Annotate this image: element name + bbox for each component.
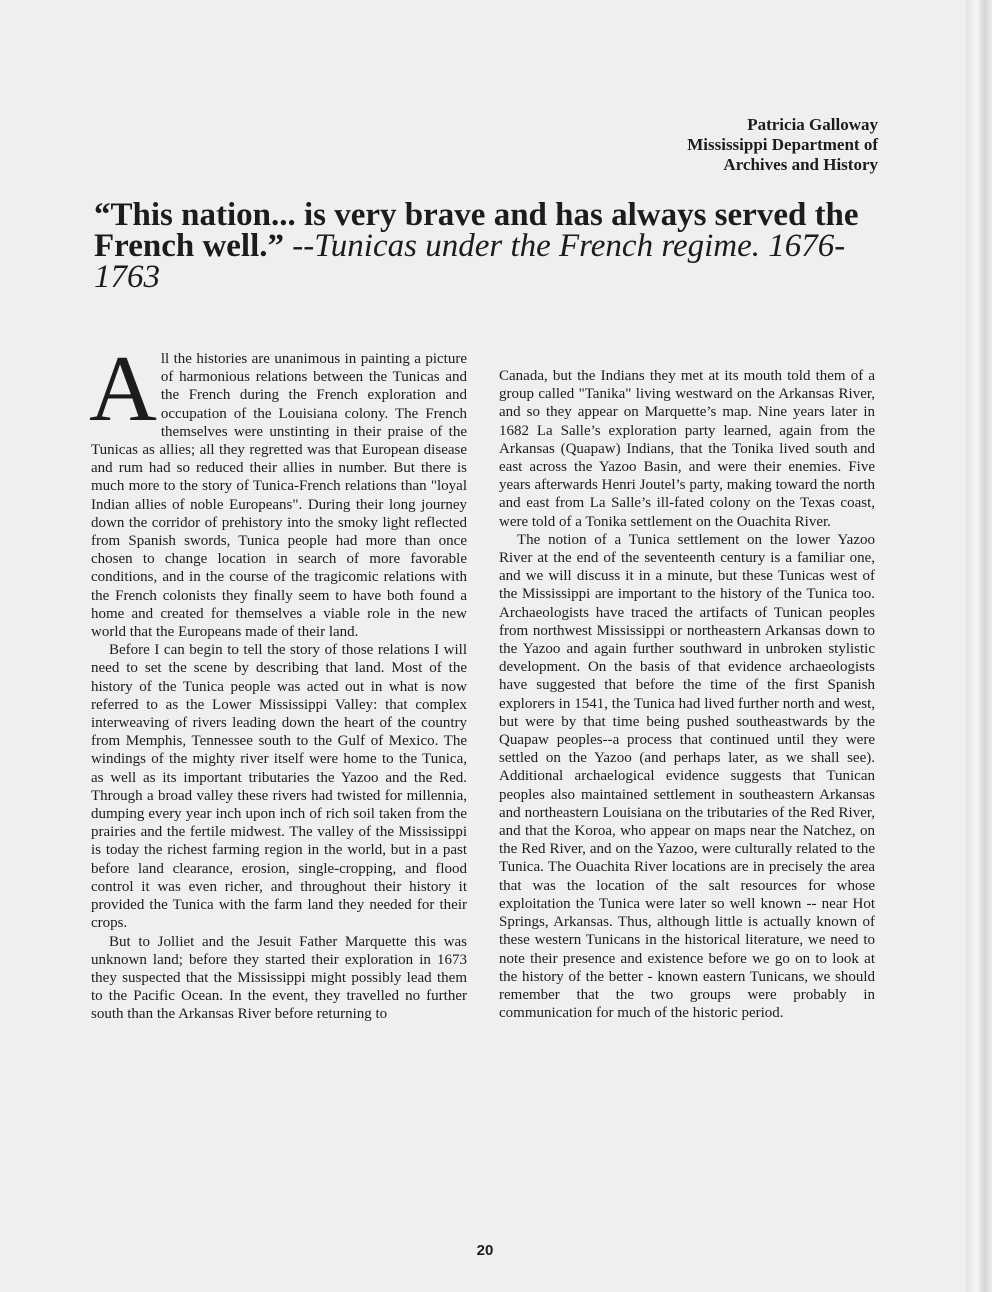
page-edge — [966, 0, 992, 1292]
paragraph-3: But to Jolliet and the Jesuit Father Marquette this was unknown land; before they started their exploration in 1673 they suspected that the Mississippi might possibly lead them to the Pacific Ocean. In the event, they travelled no further south than the Arkansas River before returning to — [91, 933, 467, 1023]
title-quote: “This nation... is very brave and has always served the French well.” — [94, 197, 859, 264]
right-column — [499, 367, 875, 1022]
author-name: Patricia Galloway — [747, 115, 878, 134]
author-block — [687, 115, 878, 175]
paragraph-1 — [89, 337, 467, 641]
title-subtitle: --Tunicas under the French regime. 1676-1763 — [94, 228, 846, 295]
left-column — [89, 337, 467, 1024]
drop-cap: A — [89, 337, 157, 441]
paragraph-2: Before I can begin to tell the story of those relations I will need to set the scene by describing that land. Most of the history of the Tunica people was acted out in what is now referred to as the Lower Mississippi Valley: that complex interweaving of rivers leading down the heart of the country from Memphis, Tennessee south to the Gulf of Mexico. The windings of the mighty river itself were home to the Tunica, as well as its important tributaries the Yazoo and the Red. Through a broad valley these rivers had twisted for millennia, dumping every year inch upon inch of rich soil taken from the prairies and the fertile midwest. The valley of the Mississippi is today the richest farming region in the world, but in a past before land clearance, erosion, single-cropping, and flood control it was even richer, and throughout their history it provided the Tunica with the farm land they needed for their crops. — [91, 642, 467, 932]
article-title — [94, 197, 874, 295]
page-number: 20 — [476, 1242, 494, 1259]
author-org-line1: Mississippi Department of — [687, 135, 878, 154]
paragraph-5: The notion of a Tunica settlement on the lower Yazoo River at the end of the seventeenth century is a familiar one, and we will discuss it in a minute, but these Tunicas west of the Mississippi are important to the history of the Tunica too. Archaeologists have traced the artifacts of Tunican peoples from northwest Mississippi or northeastern Arkansas down to the Yazoo and again further southward in unbroken stylistic development. On the basis of that evidence archaeologists have suggested that before the time of the first Spanish explorers in 1541, the Tunica had lived further north and west, but were by that time being pushed southeastwards by the Quapaw peoples--a process that continued until they were settled on the Yazoo (and perhaps later, as we shall see). Additional archaelogical evidence suggests that Tunican peoples also maintained settlement in southeastern Arkansas and northeastern Louisiana on the tributaries of the Red River, and that the Koroa, who appear on maps near the Natchez, on the Red River, and on the Yazoo, were culturally related to the Tunica. The Ouachita River locations are in precisely the area that was the location of the salt resources for whose exploitation the Tunica were later so well known -- near Hot Springs, Arkansas. Thus, although little is actually known of these western Tunicans in the historical literature, we need to note their presence and existence before we go on to look at the history of the better - known eastern Tunicans, we should remember that the two groups were probably in communication for much of the historic period. — [499, 531, 875, 1022]
author-org-line2: Archives and History — [723, 155, 878, 174]
paragraph-4: Canada, but the Indians they met at its mouth told them of a group called "Tanika" living westward on the Arkansas River, and so they appear on Marquette’s map. Nine years later in 1682 La Salle’s exploration party learned, again from the Arkansas (Quapaw) Indians, that the Tonika lived south and east across the Yazoo Basin, and were their enemies. Five years afterwards Henri Joutel’s party, making toward the north and east from La Salle’s ill-fated colony on the Texas coast, were told of a Tonika settlement on the Ouachita River. — [499, 368, 875, 530]
paragraph-1-text: ll the histories are unanimous in painting a picture of harmonious relations between the Tunicas and the French during the French exploration and occupation of the Louisiana colony. The French themselves were unstinting in their praise of the Tunicas as allies; all they regretted was that European disease and rum had so reduced their allies in number. But there is much more to the story of Tunica-French relations than "loyal Indian allies of noble Europeans". During their long journey down the corridor of prehistory into the smoky light reflected from Spanish swords, Tunica people had more than once chosen to change location in search of more favorable conditions, and in the course of the tragicomic relations with the French colonists they finally seem to have both found a home and created for themselves a viable role in the new world that the Europeans made of their land. — [91, 351, 467, 641]
